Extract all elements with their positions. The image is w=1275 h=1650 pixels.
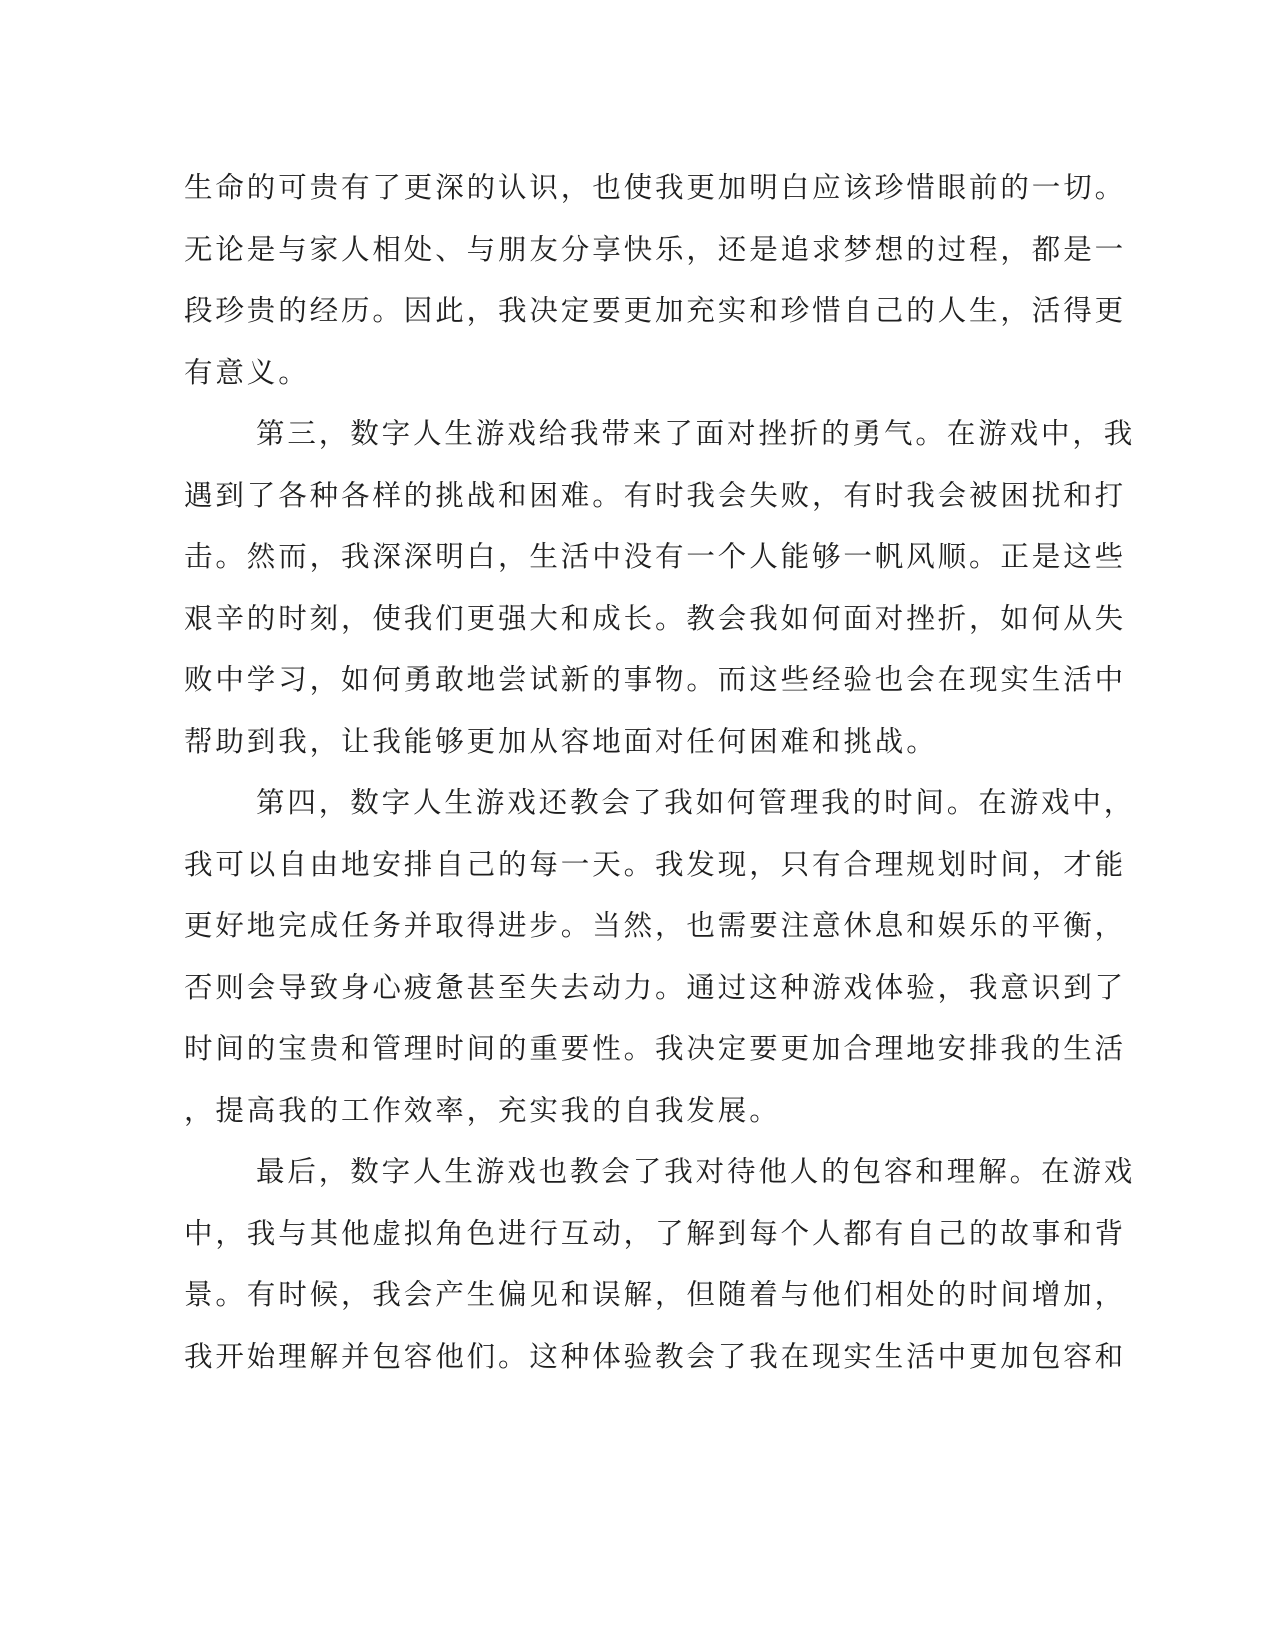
text-line: 我可以自由地安排自己的每一天。我发现，只有合理规划时间，才能 [184, 847, 1127, 881]
text-line: ，提高我的工作效率，充实我的自我发展。 [184, 1093, 781, 1127]
text-line: 景。有时候，我会产生偏见和误解，但随着与他们相处的时间增加， [184, 1278, 1127, 1311]
text-line: 中，我与其他虚拟角色进行互动，了解到每个人都有自己的故事和背 [184, 1216, 1127, 1250]
text-line: 击。然而，我深深明白，生活中没有一个人能够一帆风顺。正是这些 [184, 540, 1127, 573]
text-line: 否则会导致身心疲惫甚至失去动力。通过这种游戏体验，我意识到了 [184, 970, 1127, 1004]
text-line: 败中学习，如何勇敢地尝试新的事物。而这些经验也会在现实生活中 [184, 663, 1127, 696]
paragraph-start-line: 第三，数字人生游戏给我带来了面对挫折的勇气。在游戏中，我 [256, 417, 1136, 450]
text-line: 无论是与家人相处、与朋友分享快乐，还是追求梦想的过程，都是一 [184, 232, 1127, 266]
text-line: 段珍贵的经历。因此，我决定要更加充实和珍惜自己的人生，活得更 [184, 294, 1127, 327]
text-line: 遇到了各种各样的挑战和困难。有时我会失败，有时我会被困扰和打 [184, 478, 1127, 512]
text-line: 更好地完成任务并取得进步。当然，也需要注意休息和娱乐的平衡， [184, 909, 1127, 942]
text-line: 有意义。 [184, 355, 310, 389]
document-body [184, 157, 1136, 1387]
text-line: 艰辛的时刻，使我们更强大和成长。教会我如何面对挫折，如何从失 [184, 601, 1127, 635]
text-line: 我开始理解并包容他们。这种体验教会了我在现实生活中更加包容和 [184, 1339, 1127, 1373]
text-line: 帮助到我，让我能够更加从容地面对任何困难和挑战。 [184, 724, 938, 758]
text-line: 时间的宝贵和管理时间的重要性。我决定要更加合理地安排我的生活 [184, 1032, 1127, 1065]
text-line: 生命的可贵有了更深的认识，也使我更加明白应该珍惜眼前的一切。 [184, 171, 1127, 204]
paragraph-start-line: 第四，数字人生游戏还教会了我如何管理我的时间。在游戏中， [256, 786, 1136, 819]
paragraph-start-line: 最后，数字人生游戏也教会了我对待他人的包容和理解。在游戏 [256, 1155, 1136, 1188]
